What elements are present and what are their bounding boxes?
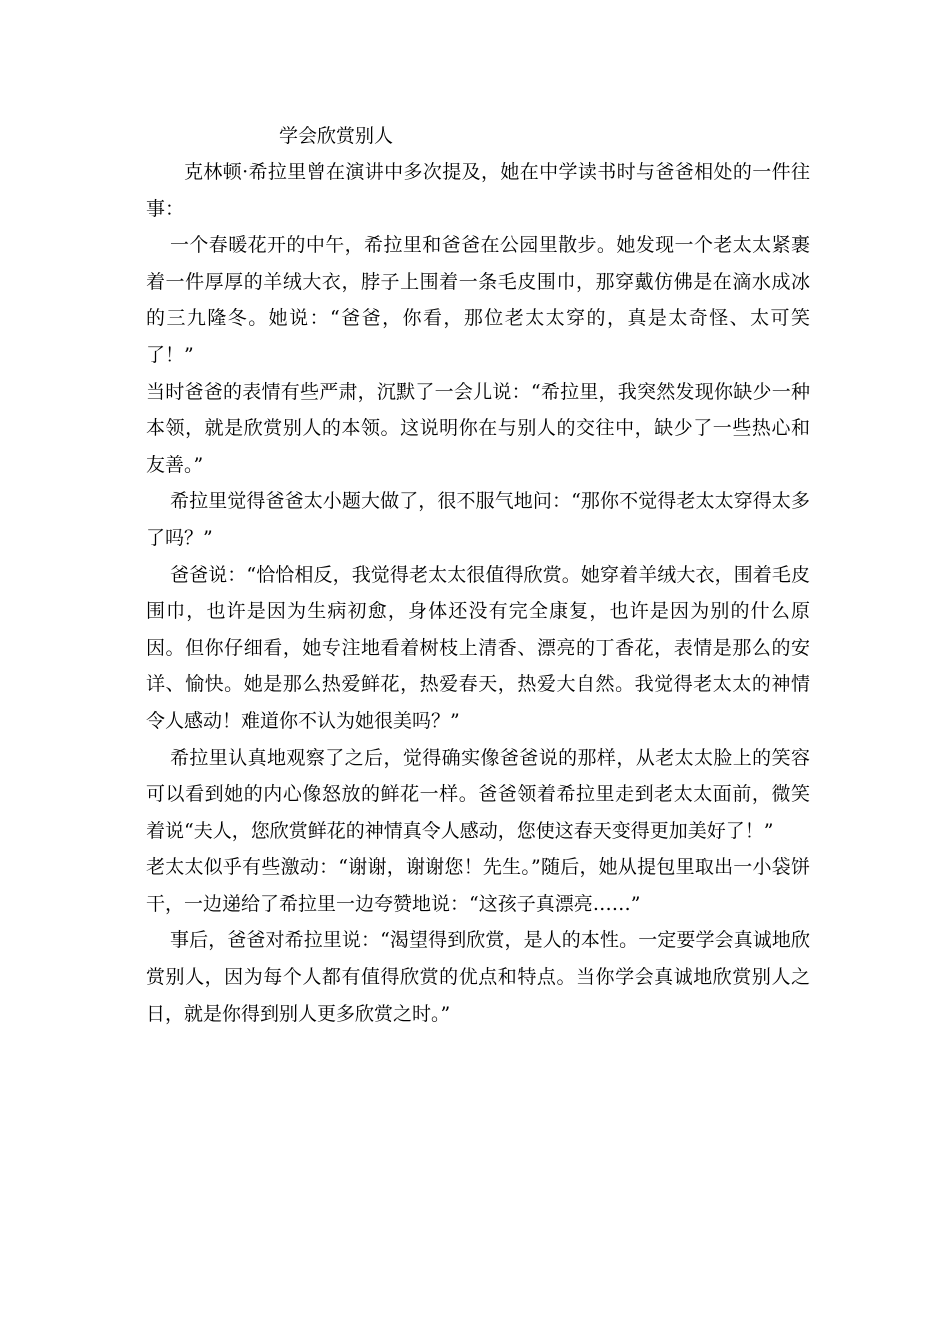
paragraph-father-explains: 爸爸说：“恰恰相反，我觉得老太太很值得欣赏。她穿着羊绒大衣，围着毛皮围巾，也许是因为生病初愈，身体还没有完全康复，也许是因为别的什么原因。但你仔细看，她专注地看着树枝上清香、漂亮的丁香花，表情是那么的安详、愉快。她是那么热爱鲜花，热爱春天，热爱大自然。我觉得老太太的神情令人感动！难道你不认为她很美吗？” xyxy=(146,563,810,732)
paragraph-park-walk: 一个春暖花开的中午，希拉里和爸爸在公园里散步。她发现一个老太太紧裹着一件厚厚的羊绒大衣，脖子上围着一条毛皮围巾，那穿戴仿佛是在滴水成冰的三九隆冬。她说：“爸爸，你看，那位老太太穿的，真是太奇怪、太可笑了！” xyxy=(146,234,810,366)
paragraph-hillary-question: 希拉里觉得爸爸太小题大做了，很不服气地问：“那你不觉得老太太穿得太多了吗？” xyxy=(146,490,810,549)
paragraph-father-response: 当时爸爸的表情有些严肃，沉默了一会儿说：“希拉里，我突然发现你缺少一种本领，就是欣赏别人的本领。这说明你在与别人的交往中，缺少了一些热心和友善。” xyxy=(146,380,810,476)
paragraph-observation: 希拉里认真地观察了之后，觉得确实像爸爸说的那样，从老太太脸上的笑容可以看到她的内心像怒放的鲜花一样。爸爸领着希拉里走到老太太面前，微笑着说“夫人，您欣赏鲜花的神情真令人感动，您使这春天变得更加美好了！” xyxy=(146,746,810,842)
paragraph-conclusion: 事后，爸爸对希拉里说：“渴望得到欣赏，是人的本性。一定要学会真诚地欣赏别人，因为每个人都有值得欣赏的优点和特点。当你学会真诚地欣赏别人之日，就是你得到别人更多欣赏之时。” xyxy=(146,929,810,1025)
document-body xyxy=(146,154,810,1032)
document-title: 学会欣赏别人 xyxy=(279,125,394,147)
paragraph-intro: 克林顿·希拉里曾在演讲中多次提及，她在中学读书时与爸爸相处的一件往事： xyxy=(146,161,810,220)
paragraph-old-lady: 老太太似乎有些激动：“谢谢，谢谢您！先生。”随后，她从提包里取出一小袋饼干，一边递给了希拉里一边夸赞地说：“这孩子真漂亮……” xyxy=(146,856,810,915)
